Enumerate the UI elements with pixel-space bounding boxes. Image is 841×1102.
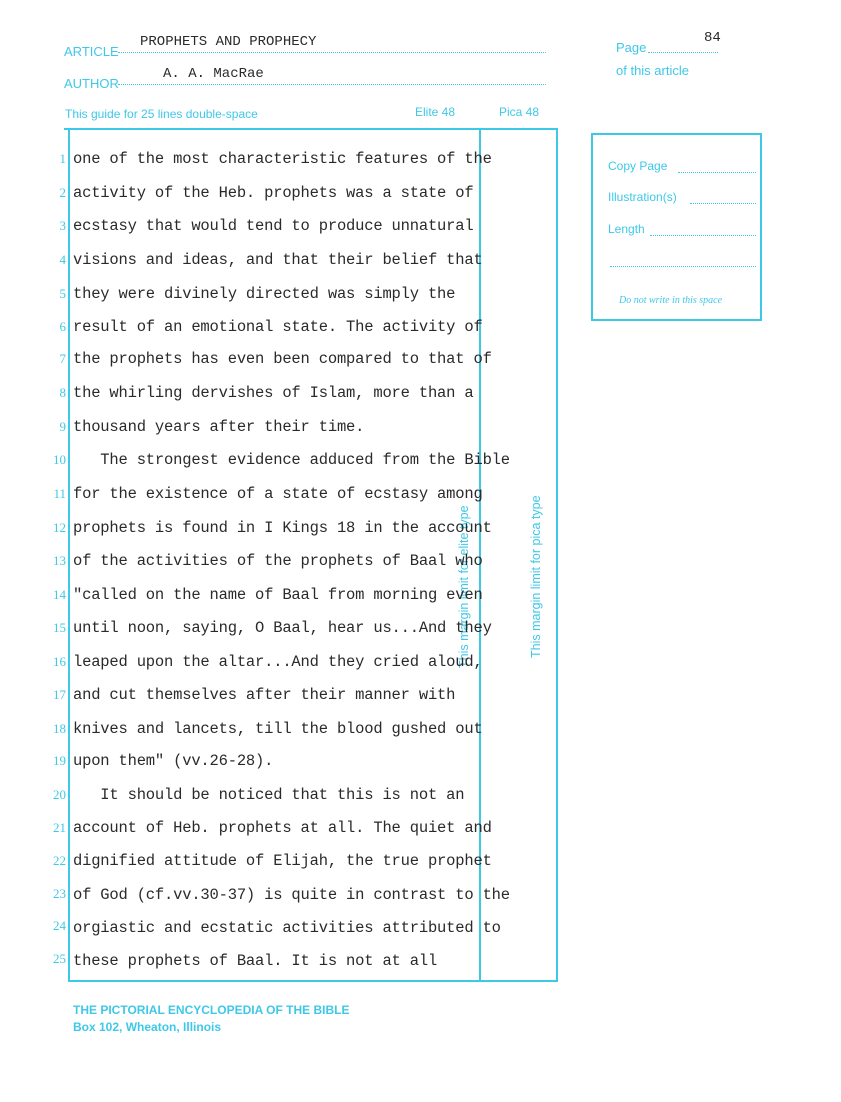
copy-page-dotted-line [678,172,756,173]
text-line: result of an emotional state. The activity of [73,318,483,336]
line-number: 18 [53,721,66,736]
text-line: the whirling dervishes of Islam, more than a [73,384,474,402]
line-number: 14 [53,587,66,602]
do-not-write-note: Do not write in this space [619,295,723,306]
text-line: and cut themselves after their manner with [73,686,456,704]
line-number: 11 [53,486,66,501]
line-number: 2 [59,185,66,200]
pica-margin-note: This margin limit for pica type [529,495,543,658]
text-line: the prophets has even been compared to that of [73,350,492,368]
text-line: visions and ideas, and that their belief that [73,251,483,269]
line-number: 4 [59,252,66,267]
page-dotted-line [648,52,718,53]
line-number: 9 [59,419,66,434]
text-line: until noon, saying, O Baal, hear us...And they [73,619,492,637]
line-number: 24 [53,918,66,933]
blank-dotted-line [610,266,756,267]
page-number: 84 [704,30,721,46]
line-number: 17 [53,687,66,702]
length-label: Length [608,222,645,236]
text-line: upon them" (vv.26-28). [73,752,274,770]
author-dotted-line [118,84,546,85]
line-number: 16 [53,654,66,669]
line-number: 12 [53,520,66,535]
guide-text: This guide for 25 lines double-space [65,107,258,121]
line-number: 7 [59,351,66,366]
line-number: 22 [53,853,66,868]
text-line: these prophets of Baal. It is not at all [73,952,438,970]
line-number: 25 [53,951,66,966]
text-line: "called on the name of Baal from morning even [73,586,483,604]
text-line: of the activities of the prophets of Baal who [73,552,483,570]
line-number: 23 [53,886,66,901]
of-article-label: of this article [616,63,689,78]
publisher-address: Box 102, Wheaton, Illinois [73,1020,222,1034]
line-number: 5 [59,286,66,301]
publisher-name: THE PICTORIAL ENCYCLOPEDIA OF THE BIBLE [73,1003,350,1017]
text-line: ecstasy that would tend to produce unnatural [73,217,474,235]
line-number: 3 [59,218,66,233]
line-number: 15 [53,620,66,635]
text-line: prophets is found in I Kings 18 in the account [73,519,492,537]
line-number: 1 [59,151,66,166]
author-name: A. A. MacRae [163,66,264,82]
text-line: orgiastic and ecstatic activities attributed to [73,919,501,937]
text-line: activity of the Heb. prophets was a state of [73,184,474,202]
text-line: knives and lancets, till the blood gushed out [73,720,483,738]
text-line: It should be noticed that this is not an [73,786,465,804]
page-label: Page [616,40,647,55]
line-number: 8 [59,385,66,400]
text-line: they were divinely directed was simply the [73,285,456,303]
line-number: 6 [59,319,66,334]
elite-margin-note: This margin limit for elite type [457,505,471,668]
length-dotted-line [650,235,756,236]
pica-label: Pica 48 [499,105,540,119]
author-label: AUTHOR [64,76,119,91]
article-dotted-line [118,52,546,53]
line-number: 10 [53,452,66,467]
text-line: thousand years after their time. [73,418,365,436]
text-line: account of Heb. prophets at all. The quiet and [73,819,492,837]
elite-label: Elite 48 [415,105,456,119]
text-line: of God (cf.vv.30-37) is quite in contrast to the [73,886,510,904]
text-line: one of the most characteristic features of the [73,150,492,168]
article-title: PROPHETS AND PROPHECY [140,34,317,50]
text-line: The strongest evidence adduced from the Bible [73,451,510,469]
line-number: 13 [53,553,66,568]
text-line: dignified attitude of Elijah, the true prophet [73,852,492,870]
article-label: ARTICLE [64,44,119,59]
illustrations-label: Illustration(s) [608,190,677,204]
line-number: 19 [53,753,66,768]
copy-page-label: Copy Page [608,159,668,173]
line-number: 21 [53,820,66,835]
text-line: for the existence of a state of ecstasy among [73,485,483,503]
illustrations-dotted-line [690,203,756,204]
line-number: 20 [53,787,66,802]
text-line: leaped upon the altar...And they cried aloud, [73,653,483,671]
